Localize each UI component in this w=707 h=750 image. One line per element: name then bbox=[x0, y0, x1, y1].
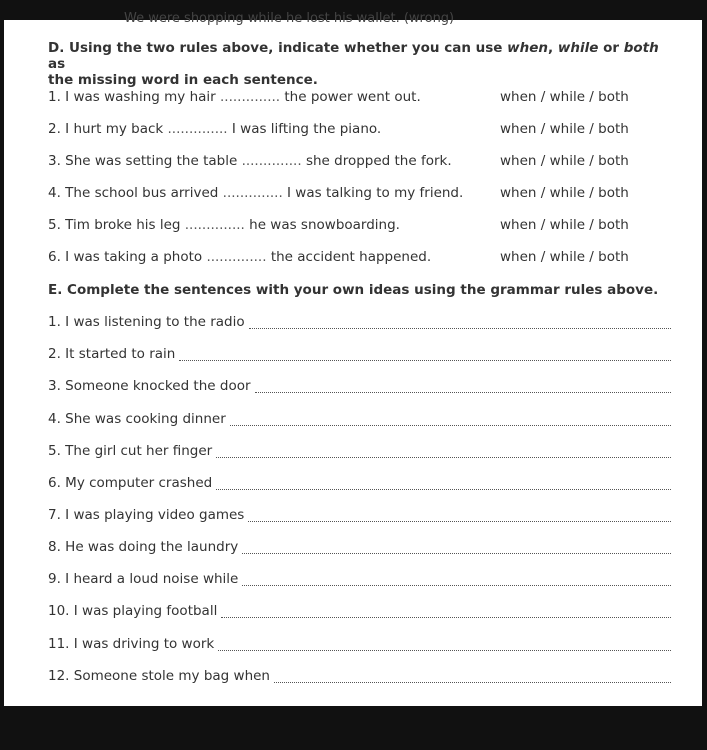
e-item-11 bbox=[48, 636, 671, 652]
d-item-1 bbox=[48, 89, 421, 105]
answer-line[interactable] bbox=[249, 316, 671, 329]
d-item-3-choice[interactable]: when / while / both bbox=[500, 153, 629, 169]
e-item-2 bbox=[48, 346, 671, 362]
answer-line[interactable] bbox=[255, 380, 671, 393]
e-item-4 bbox=[48, 411, 671, 427]
answer-line[interactable] bbox=[216, 477, 671, 490]
d-item-6 bbox=[48, 249, 431, 265]
e-item-text: 3. Someone knocked the door bbox=[48, 378, 251, 394]
e-item-text: 7. I was playing video games bbox=[48, 507, 245, 523]
e-item-10 bbox=[48, 603, 671, 619]
e-item-text: 2. It started to rain bbox=[48, 346, 176, 362]
keyword-both: both bbox=[623, 40, 659, 56]
d-item-4 bbox=[48, 185, 463, 201]
d-item-text-a: 6. I was taking a photo bbox=[48, 249, 203, 265]
d-item-text-a: 4. The school bus arrived bbox=[48, 185, 219, 201]
e-item-5 bbox=[48, 443, 671, 459]
e-item-text: 11. I was driving to work bbox=[48, 636, 215, 652]
d-item-3 bbox=[48, 153, 452, 169]
d-item-blank[interactable]: .............. bbox=[184, 217, 245, 233]
d-item-text-b: the accident happened. bbox=[270, 249, 432, 265]
bottom-dark-border bbox=[0, 706, 707, 750]
e-item-text: 4. She was cooking dinner bbox=[48, 411, 226, 427]
d-item-6-choice[interactable]: when / while / both bbox=[500, 249, 629, 265]
e-item-text: 8. He was doing the laundry bbox=[48, 539, 239, 555]
keyword-when: when bbox=[507, 40, 549, 56]
answer-line[interactable] bbox=[221, 605, 671, 618]
d-item-text-a: 3. She was setting the table bbox=[48, 153, 238, 169]
d-item-blank[interactable]: .............. bbox=[206, 249, 267, 265]
d-item-text-a: 5. Tim broke his leg bbox=[48, 217, 181, 233]
e-item-text: 9. I heard a loud noise while bbox=[48, 571, 239, 587]
d-item-1-choice[interactable]: when / while / both bbox=[500, 89, 629, 105]
e-item-text: 10. I was playing football bbox=[48, 603, 218, 619]
e-item-9 bbox=[48, 571, 671, 587]
section-d-heading: D. Using the two rules above, indicate whether you can use when, while or both as the missing word in each sentence. bbox=[48, 40, 659, 88]
e-item-text: 6. My computer crashed bbox=[48, 475, 213, 491]
section-d-title-line2: the missing word in each sentence. bbox=[48, 72, 318, 88]
answer-line[interactable] bbox=[179, 348, 671, 361]
answer-line[interactable] bbox=[274, 670, 671, 683]
keyword-as: as bbox=[48, 56, 66, 72]
d-item-2 bbox=[48, 121, 381, 137]
e-item-3 bbox=[48, 378, 671, 394]
d-item-text-b: the power went out. bbox=[284, 89, 421, 105]
e-item-1 bbox=[48, 314, 671, 330]
worksheet-page bbox=[4, 11, 702, 706]
keyword-while: while bbox=[557, 40, 599, 56]
d-item-5 bbox=[48, 217, 400, 233]
cut-off-text: We were shopping while he lost his wallet. (wrong) bbox=[124, 11, 455, 26]
answer-line[interactable] bbox=[242, 573, 671, 586]
d-item-text-b: she dropped the fork. bbox=[305, 153, 452, 169]
d-item-text-a: 2. I hurt my back bbox=[48, 121, 164, 137]
d-item-4-choice[interactable]: when / while / both bbox=[500, 185, 629, 201]
keyword-or: or bbox=[603, 40, 619, 56]
d-item-blank[interactable]: .............. bbox=[167, 121, 228, 137]
d-item-5-choice[interactable]: when / while / both bbox=[500, 217, 629, 233]
d-item-2-choice[interactable]: when / while / both bbox=[500, 121, 629, 137]
e-item-8 bbox=[48, 539, 671, 555]
d-item-text-a: 1. I was washing my hair bbox=[48, 89, 216, 105]
d-item-text-b: I was lifting the piano. bbox=[231, 121, 382, 137]
e-item-text: 5. The girl cut her finger bbox=[48, 443, 213, 459]
answer-line[interactable] bbox=[218, 638, 671, 651]
answer-line[interactable] bbox=[242, 541, 671, 554]
d-item-text-b: I was talking to my friend. bbox=[287, 185, 464, 201]
e-item-7 bbox=[48, 507, 671, 523]
answer-line[interactable] bbox=[248, 509, 671, 522]
section-d-title-prefix: D. Using the two rules above, indicate whether you can use bbox=[48, 40, 503, 56]
answer-line[interactable] bbox=[216, 445, 671, 458]
d-item-blank[interactable]: .............. bbox=[222, 185, 283, 201]
d-item-blank[interactable]: .............. bbox=[241, 153, 302, 169]
d-item-blank[interactable]: .............. bbox=[220, 89, 281, 105]
e-item-12 bbox=[48, 668, 671, 684]
section-e-heading: E. Complete the sentences with your own ideas using the grammar rules above. bbox=[48, 282, 659, 298]
e-item-text: 12. Someone stole my bag when bbox=[48, 668, 270, 684]
answer-line[interactable] bbox=[230, 413, 671, 426]
e-item-6 bbox=[48, 475, 671, 491]
d-item-text-b: he was snowboarding. bbox=[249, 217, 400, 233]
e-item-text: 1. I was listening to the radio bbox=[48, 314, 245, 330]
